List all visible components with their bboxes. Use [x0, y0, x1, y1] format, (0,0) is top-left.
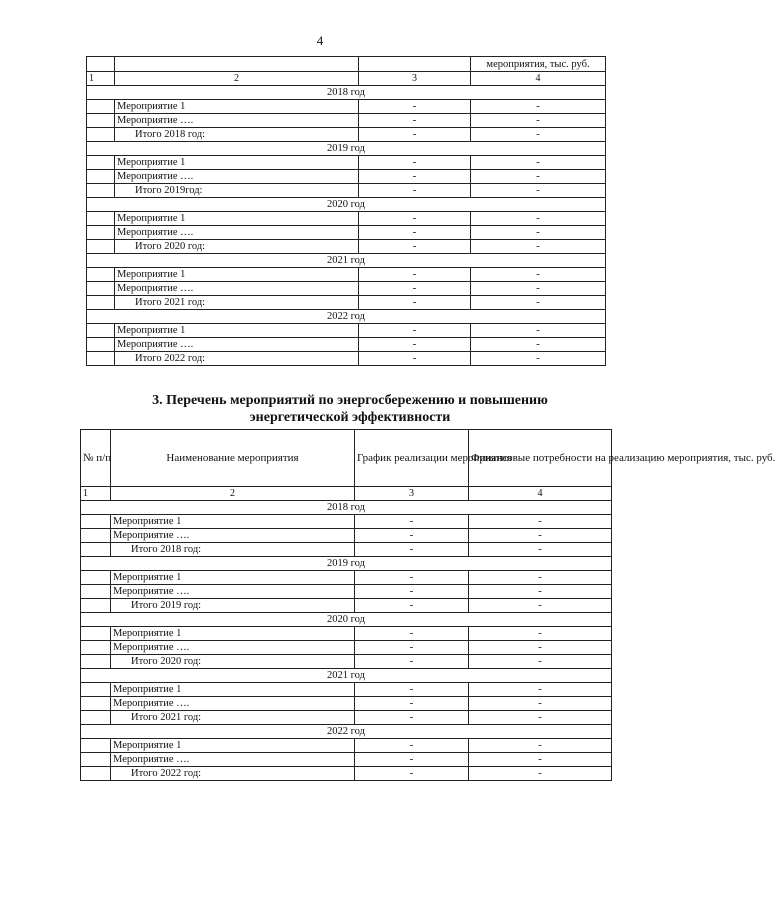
finance-value: -	[469, 641, 612, 655]
table-row	[87, 226, 606, 240]
table-row	[81, 585, 612, 599]
schedule-value: -	[359, 282, 471, 296]
total-label: Итого 2021 год:	[111, 711, 355, 725]
schedule-value: -	[359, 156, 471, 170]
year-row	[81, 725, 612, 739]
event-name: Мероприятие 1	[115, 100, 359, 114]
year-row	[81, 613, 612, 627]
section-title-line: 3. Перечень мероприятий по энергосбережению и повышению	[152, 393, 548, 408]
row-number	[81, 515, 111, 529]
table-row	[81, 641, 612, 655]
table-row	[87, 156, 606, 170]
row-number	[87, 268, 115, 282]
row-number	[81, 627, 111, 641]
event-name: Мероприятие ….	[111, 697, 355, 711]
event-name: Мероприятие 1	[111, 571, 355, 585]
table-row	[81, 529, 612, 543]
row-number	[87, 338, 115, 352]
finance-value: -	[469, 599, 612, 613]
event-name: Мероприятие 1	[111, 683, 355, 697]
event-name: Мероприятие 1	[115, 156, 359, 170]
table-header-row	[81, 430, 612, 487]
year-label: 2018 год	[87, 86, 606, 100]
col-number: 3	[359, 72, 471, 86]
row-number	[87, 282, 115, 296]
col-number: 4	[469, 487, 612, 501]
schedule-value: -	[355, 585, 469, 599]
event-name: Мероприятие ….	[115, 282, 359, 296]
table-row	[81, 655, 612, 669]
column-number-row	[87, 72, 606, 86]
finance-value: -	[471, 100, 606, 114]
finance-value: -	[469, 515, 612, 529]
event-name: Мероприятие ….	[115, 338, 359, 352]
finance-value: -	[469, 627, 612, 641]
schedule-value: -	[355, 641, 469, 655]
finance-value: -	[469, 767, 612, 781]
row-number	[87, 100, 115, 114]
schedule-value: -	[359, 324, 471, 338]
total-label: Итого 2022 год:	[115, 352, 359, 366]
finance-value: -	[471, 268, 606, 282]
schedule-value: -	[355, 627, 469, 641]
col-number: 3	[355, 487, 469, 501]
row-number	[87, 226, 115, 240]
table-row	[81, 753, 612, 767]
schedule-value: -	[355, 683, 469, 697]
schedule-value: -	[355, 529, 469, 543]
schedule-value: -	[359, 240, 471, 254]
table-row	[87, 268, 606, 282]
col-number: 1	[87, 72, 115, 86]
row-number	[87, 212, 115, 226]
event-name: Мероприятие 1	[115, 268, 359, 282]
table-row	[87, 324, 606, 338]
row-number	[81, 641, 111, 655]
year-label: 2022 год	[81, 725, 612, 739]
row-number	[81, 711, 111, 725]
finance-value: -	[469, 697, 612, 711]
row-number	[87, 352, 115, 366]
table-row	[81, 627, 612, 641]
year-label: 2020 год	[81, 613, 612, 627]
table-row	[81, 515, 612, 529]
event-name: Мероприятие 1	[115, 324, 359, 338]
event-name: Мероприятие 1	[115, 212, 359, 226]
schedule-value: -	[355, 697, 469, 711]
finance-value: -	[471, 212, 606, 226]
row-number	[87, 156, 115, 170]
finance-value: -	[469, 529, 612, 543]
finance-value: -	[471, 184, 606, 198]
year-label: 2021 год	[87, 254, 606, 268]
year-row	[87, 254, 606, 268]
row-number	[81, 529, 111, 543]
row-number	[81, 739, 111, 753]
row-number	[87, 170, 115, 184]
row-number	[81, 753, 111, 767]
table-row	[81, 571, 612, 585]
schedule-value: -	[355, 655, 469, 669]
finance-value: -	[469, 585, 612, 599]
total-label: Итого 2018 год:	[115, 128, 359, 142]
finance-value: -	[469, 655, 612, 669]
schedule-value: -	[355, 739, 469, 753]
year-row	[81, 669, 612, 683]
total-label: Итого 2018 год:	[111, 543, 355, 557]
header-schedule: График реализации мероприятия	[355, 430, 469, 487]
table-row	[81, 697, 612, 711]
table-header-fragment-row	[87, 57, 606, 72]
year-row	[87, 310, 606, 324]
table-row	[81, 767, 612, 781]
table-row	[87, 128, 606, 142]
row-number	[81, 599, 111, 613]
table-row	[87, 338, 606, 352]
row-number	[81, 697, 111, 711]
total-label: Итого 2020 год:	[115, 240, 359, 254]
schedule-value: -	[359, 170, 471, 184]
year-row	[81, 501, 612, 515]
finance-value: -	[471, 296, 606, 310]
event-name: Мероприятие ….	[111, 753, 355, 767]
header-finance: Финансовые потребности на реализацию мероприятия, тыс. руб.	[469, 430, 612, 487]
row-number	[81, 543, 111, 557]
finance-value: -	[471, 114, 606, 128]
schedule-value: -	[355, 571, 469, 585]
event-name: Мероприятие 1	[111, 627, 355, 641]
year-row	[81, 557, 612, 571]
table-row	[87, 240, 606, 254]
schedule-value: -	[359, 338, 471, 352]
energy-events-table	[80, 429, 775, 781]
finance-value: -	[471, 240, 606, 254]
table-row	[81, 543, 612, 557]
year-label: 2021 год	[81, 669, 612, 683]
event-name: Мероприятие ….	[111, 641, 355, 655]
total-label: Итого 2020 год:	[111, 655, 355, 669]
table-row	[81, 683, 612, 697]
events-table-continued	[86, 56, 606, 366]
column-number-row	[81, 487, 612, 501]
finance-value: -	[469, 739, 612, 753]
col-number: 4	[471, 72, 606, 86]
row-number	[87, 184, 115, 198]
table-row	[81, 599, 612, 613]
table-row	[87, 282, 606, 296]
row-number	[81, 655, 111, 669]
schedule-value: -	[355, 515, 469, 529]
year-row	[87, 86, 606, 100]
schedule-value: -	[359, 184, 471, 198]
row-number	[87, 240, 115, 254]
event-name: Мероприятие 1	[111, 515, 355, 529]
section-title	[80, 392, 620, 426]
table-row	[87, 296, 606, 310]
col-number: 1	[81, 487, 111, 501]
table-row	[87, 184, 606, 198]
finance-value: -	[471, 338, 606, 352]
event-name: Мероприятие 1	[111, 739, 355, 753]
table-row	[87, 100, 606, 114]
schedule-value: -	[359, 212, 471, 226]
row-number	[87, 296, 115, 310]
page-number: 4	[316, 33, 324, 48]
year-row	[87, 198, 606, 212]
total-label: Итого 2022 год:	[111, 767, 355, 781]
schedule-value: -	[359, 268, 471, 282]
schedule-value: -	[355, 767, 469, 781]
schedule-value: -	[359, 352, 471, 366]
finance-value: -	[469, 753, 612, 767]
row-number	[87, 114, 115, 128]
finance-value: -	[469, 711, 612, 725]
schedule-value: -	[359, 114, 471, 128]
finance-value: -	[471, 282, 606, 296]
table-row	[87, 114, 606, 128]
year-label: 2019 год	[81, 557, 612, 571]
col-number: 2	[115, 72, 359, 86]
table-row	[87, 212, 606, 226]
finance-value: -	[469, 543, 612, 557]
row-number	[81, 767, 111, 781]
year-label: 2022 год	[87, 310, 606, 324]
finance-value: -	[471, 352, 606, 366]
event-name: Мероприятие ….	[115, 114, 359, 128]
schedule-value: -	[359, 128, 471, 142]
schedule-value: -	[359, 100, 471, 114]
schedule-value: -	[359, 226, 471, 240]
header-fragment: мероприятия, тыс. руб.	[471, 57, 606, 72]
finance-value: -	[469, 571, 612, 585]
finance-value: -	[469, 683, 612, 697]
schedule-value: -	[355, 599, 469, 613]
total-label: Итого 2019 год:	[111, 599, 355, 613]
finance-value: -	[471, 128, 606, 142]
section-title-line: энергетической эффективности	[249, 410, 451, 425]
schedule-value: -	[355, 753, 469, 767]
row-number	[81, 585, 111, 599]
event-name: Мероприятие ….	[111, 529, 355, 543]
year-row	[87, 142, 606, 156]
table-row	[87, 170, 606, 184]
finance-value: -	[471, 226, 606, 240]
row-number	[81, 571, 111, 585]
header-num: № п/п	[81, 430, 111, 487]
table-row	[87, 352, 606, 366]
event-name: Мероприятие ….	[115, 226, 359, 240]
schedule-value: -	[355, 711, 469, 725]
finance-value: -	[471, 324, 606, 338]
table-row	[81, 711, 612, 725]
col-number: 2	[111, 487, 355, 501]
row-number	[81, 683, 111, 697]
event-name: Мероприятие ….	[115, 170, 359, 184]
year-label: 2020 год	[87, 198, 606, 212]
year-label: 2019 год	[87, 142, 606, 156]
year-label: 2018 год	[81, 501, 612, 515]
row-number	[87, 128, 115, 142]
header-name: Наименование мероприятия	[111, 430, 355, 487]
total-label: Итого 2021 год:	[115, 296, 359, 310]
finance-value: -	[471, 170, 606, 184]
schedule-value: -	[359, 296, 471, 310]
table-row	[81, 739, 612, 753]
event-name: Мероприятие ….	[111, 585, 355, 599]
finance-value: -	[471, 156, 606, 170]
row-number	[87, 324, 115, 338]
schedule-value: -	[355, 543, 469, 557]
total-label: Итого 2019год:	[115, 184, 359, 198]
